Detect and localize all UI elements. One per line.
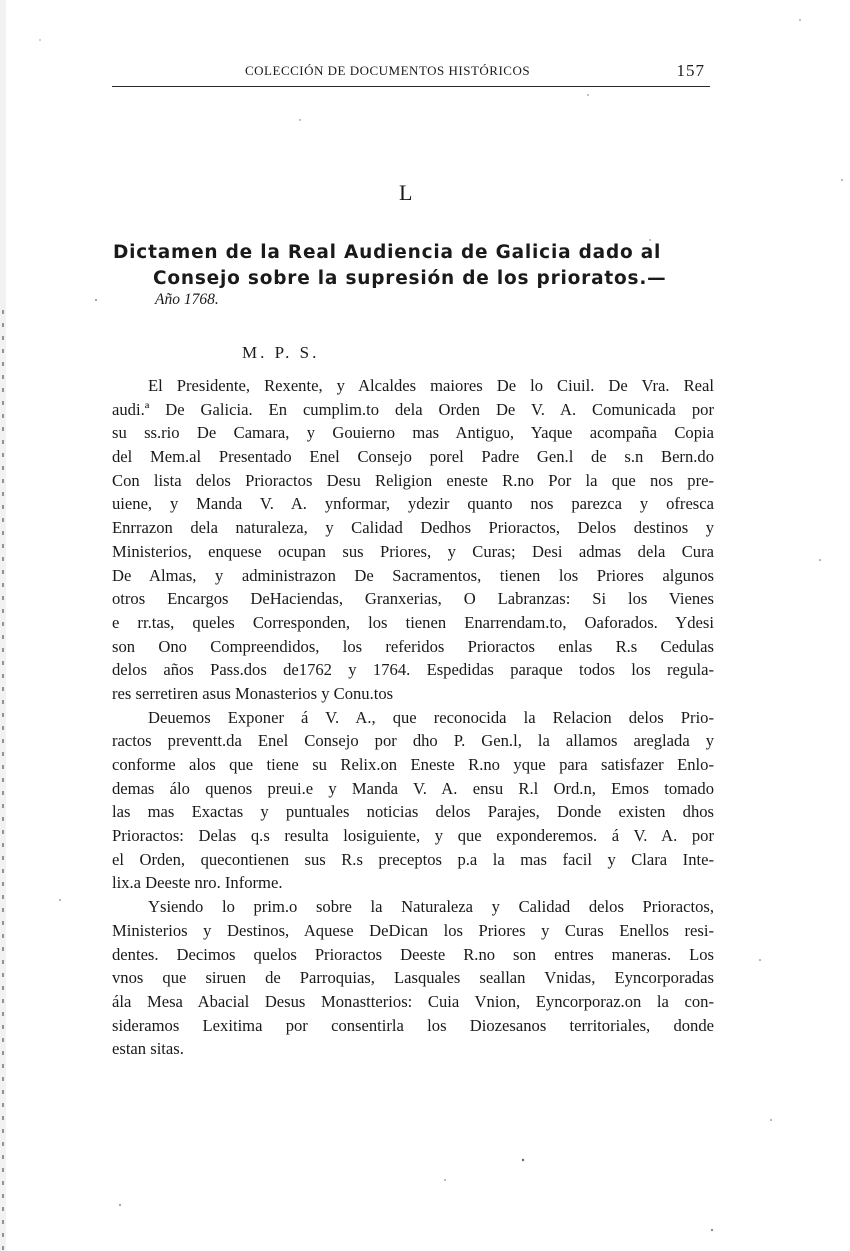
document-title <box>113 240 733 292</box>
page-number: 157 <box>676 61 705 80</box>
body-line: estan sitas. <box>112 1039 184 1059</box>
section-letter: L <box>399 180 413 205</box>
body-line: otros Encargos DeHaciendas, Granxerias, O Labranzas: Si los Vienes <box>112 589 714 609</box>
salutation: M. P. S. <box>242 343 320 362</box>
body-line: conforme alos que tiene su Relix.on Eneste R.no yque para satisfazer Enlo- <box>112 755 714 774</box>
body-line: uiene, y Manda V. A. ynformar, ydezir quanto nos parezca y ofresca <box>112 494 714 514</box>
body-line: son Ono Compreendidos, los referidos Prioractos enlas R.s Cedulas <box>112 636 714 656</box>
body-line: Ministerios, enquese ocupan sus Priores, y Curas; Desi admas dela Cura <box>112 541 714 561</box>
body-line: ála Mesa Abacial Desus Monastterios: Cuia Vnion, Eyncorporaz.on la con- <box>112 991 714 1011</box>
body-line: las mas Exactas y puntuales noticias delos Parajes, Donde existen dhos <box>112 802 714 822</box>
body-line: El Presidente, Rexente, y Alcaldes maiores De lo Ciuil. De Vra. Real <box>148 376 714 395</box>
title-line-2: Consejo sobre la supresión de los prioratos.— <box>153 268 667 289</box>
body-line: Ysiendo lo prim.o sobre la Naturaleza y Calidad delos Prioractos, <box>148 897 714 917</box>
body-line: Con lista delos Prioractos Desu Religion eneste R.no Por la que nos pre- <box>112 470 714 490</box>
body-line: lix.a Deeste nro. Informe. <box>112 873 283 893</box>
body-line: ractos preventt.da Enel Consejo por dho P. Gen.l, la allamos areglada y <box>112 731 714 751</box>
body-line: del Mem.al Presentado Enel Consejo porel Padre Gen.l de s.n Bern.do <box>112 447 714 467</box>
body-line: su ss.rio De Camara, y Gouierno mas Antiguo, Yaque acompaña Copia <box>112 423 714 443</box>
body-line: vnos que siruen de Parroquias, Lasquales seallan Vnidas, Eyncorporadas <box>112 968 714 988</box>
body-line: Prioractos: Delas q.s resulta losiguiente, y que exponderemos. á V. A. por <box>112 826 714 846</box>
body-text <box>112 374 714 1061</box>
body-line: Ministerios y Destinos, Aquese DeDican los Priores y Curas Enellos resi- <box>112 920 714 940</box>
body-line: audi.ª De Galicia. En cumplim.to dela Orden De V. A. Comunicada por <box>112 399 714 419</box>
body-line: demas álo quenos preui.e y Manda V. A. ensu R.l Ord.n, Emos tomado <box>112 778 714 798</box>
body-line: dentes. Decimos quelos Prioractos Deeste R.no son entres maneras. Los <box>112 944 714 964</box>
body-line: delos años Pass.dos de1762 y 1764. Espedidas paraque todos los regula- <box>112 660 714 680</box>
document-year: Año 1768. <box>155 291 219 308</box>
body-line: sideramos Lexitima por consentirla los Diozesanos territoriales, donde <box>112 1015 714 1035</box>
header-rule <box>112 86 710 87</box>
title-line-1: Dictamen de la Real Audiencia de Galicia dado al <box>113 242 662 263</box>
body-line: De Almas, y administrazon De Sacramentos, tienen los Priores algunos <box>112 565 714 585</box>
running-header <box>245 61 705 83</box>
body-line: Deuemos Exponer á V. A., que reconocida la Relacion delos Prio- <box>148 707 714 727</box>
body-line: res serretiren asus Monasterios y Conu.tos <box>112 683 394 703</box>
body-line: Enrrazon dela naturaleza, y Calidad Dedhos Prioractos, Delos destinos y <box>112 518 714 538</box>
body-line: e rr.tas, queles Corresponden, los tienen Enarrendam.to, Oaforados. Ydesi <box>112 612 714 632</box>
collection-title: COLECCIÓN DE DOCUMENTOS HISTÓRICOS <box>245 63 531 78</box>
body-line: el Orden, quecontienen sus R.s preceptos p.a la mas facil y Clara Inte- <box>112 849 714 869</box>
